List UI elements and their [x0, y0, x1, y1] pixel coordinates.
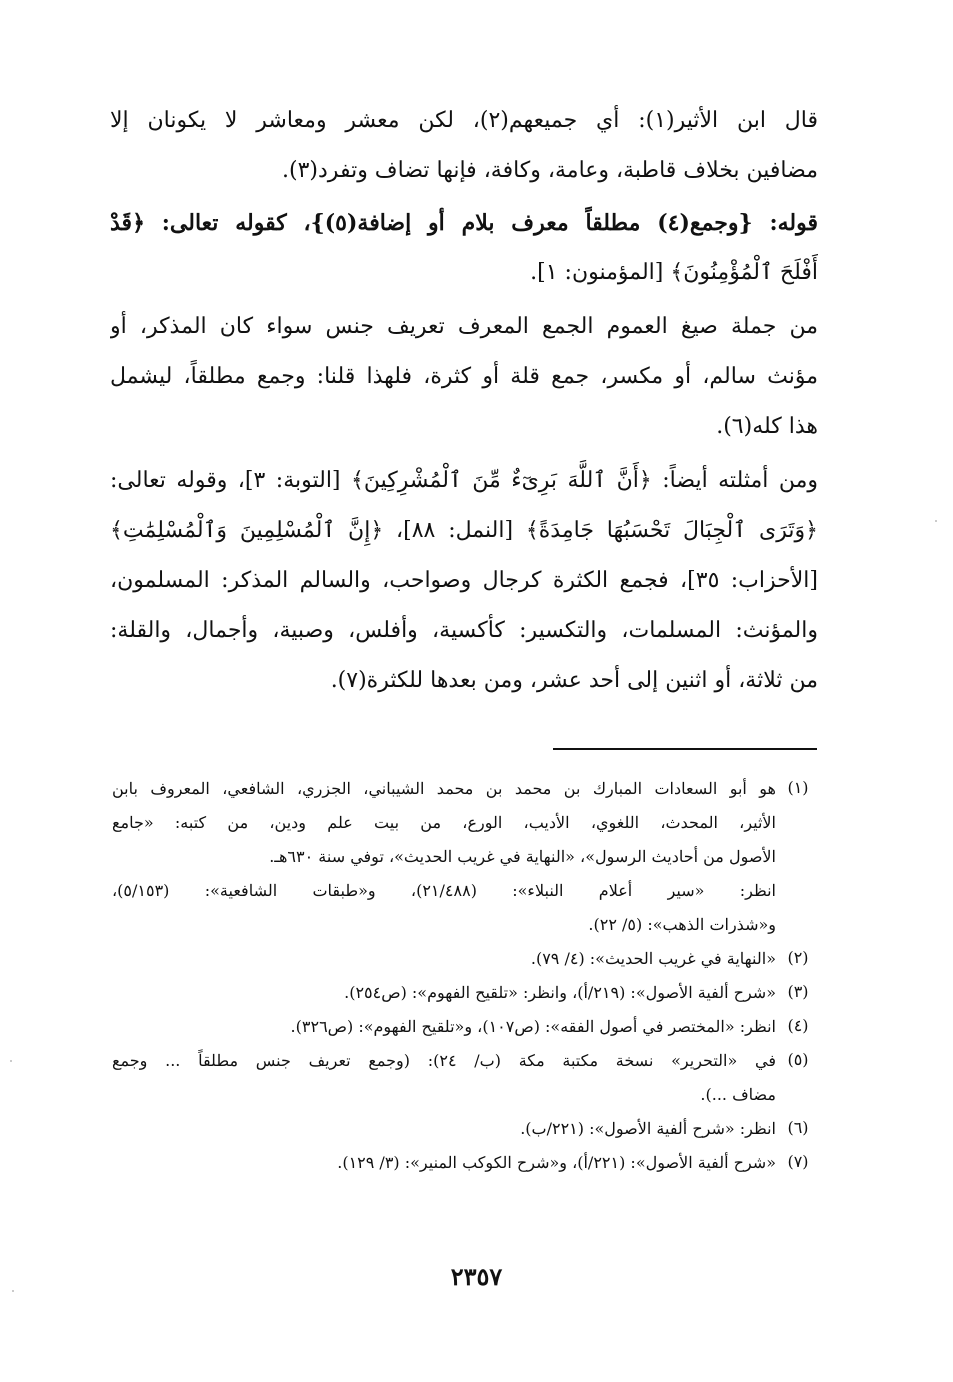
footnote-separator: [553, 748, 817, 750]
footnote-4: [112, 1010, 820, 1044]
footnote-5: [112, 1044, 820, 1112]
footnote-line: «النهاية في غريب الحديث»: (٤/ ٧٩).: [530, 949, 776, 968]
footnote-number: (١): [787, 778, 809, 797]
footnote-7: [112, 1146, 820, 1180]
footnote-number: (٥): [787, 1050, 809, 1069]
main-line: من ثلاثة، أو اثنين إلى أحد عشر، ومن بعدها للكثرة(٧).: [330, 668, 818, 693]
main-line: هذا كله(٦).: [716, 414, 818, 439]
footnote-line: انظر: «سير أعلام النبلاء»: (٢١/٤٨٨)، و«طبقات الشافعية»: (٥/١٥٣)،: [112, 881, 776, 900]
main-line: [الأحزاب: ٣٥]، فجمع الكثرة كرجال وصواحب، والسالم المذكر: المسلمون،: [110, 568, 818, 593]
footnote-line: الأثير، المحدث، اللغوي، الأديب، الورع، من بيت علم ودين، من كتبه: «جامع: [112, 813, 776, 832]
footnote-number: (٢): [787, 948, 809, 967]
footnote-line: انظر: «شرح ألفية الأصول»: (٢٢١/ب).: [520, 1119, 776, 1138]
footnote-line: في «التحرير» نسخة مكتبة مكة (ب/ ٢٤): (وجمع تعريف جنس مطلقاً ... وجمع: [112, 1051, 776, 1070]
footnote-line: «شرح ألفية الأصول»: (٢٢١/أ)، و«شرح الكوكب المنير»: (٣/ ١٢٩).: [337, 1153, 776, 1172]
main-line: ومن أمثلته أيضاً: ﴿أَنَّ ٱللَّهَ بَرِىٓءٌ مِّنَ ٱلْمُشْرِكِينَ﴾ [التوبة: ٣]، وقوله تعالى:: [110, 468, 818, 493]
scan-speck: [935, 520, 937, 522]
footnote-line: و«شذرات الذهب»: (٥/ ٢٢).: [588, 915, 776, 934]
footnote-number: (٤): [787, 1016, 809, 1035]
scan-speck: [10, 1060, 12, 1062]
main-line: قوله: {وجمع(٤) مطلقاً معرف بلام أو إضافة(٥)}، كقوله تعالى: ﴿قَدْ: [110, 210, 818, 236]
footnotes: [112, 772, 820, 1180]
footnote-line: انظر: «المختصر في أصول الفقه»: (ص١٠٧)، و«تلقيح الفهوم»: (ص٣٢٦).: [290, 1017, 776, 1036]
footnote-2: [112, 942, 820, 976]
page-number: ٢٣٥٧: [450, 1262, 503, 1291]
main-line: مضافين بخلاف قاطبة، وعامة، وكافة، فإنها تضاف وتفرد(٣).: [282, 158, 818, 183]
footnote-line: هو أبو السعادات المبارك بن محمد بن محمد الشيباني، الجزري، الشافعي، المعروف بابن: [112, 779, 776, 798]
main-line: والمؤنث: المسلمات، والتكسير: كأكسية، وأفلس، وصبية، وأجمال، والقلة:: [110, 618, 818, 643]
main-line: ﴿وَتَرَى ٱلْجِبَالَ تَحْسَبُهَا جَامِدَةً﴾ [النمل: ٨٨]، ﴿إِنَّ ٱلْمُسْلِمِينَ وَٱلْمُسْلِمَٰتِ﴾: [110, 518, 818, 543]
footnote-number: (٣): [787, 982, 809, 1001]
footnote-3: [112, 976, 820, 1010]
footnote-number: (٧): [787, 1152, 809, 1171]
main-line: مؤنث سالم، أو مكسر، جمع قلة أو كثرة، فلهذا قلنا: وجمع مطلقاً، ليشمل: [110, 364, 818, 389]
main-text: [110, 96, 818, 706]
footnote-line: مضاف ...).: [700, 1085, 776, 1104]
footnote-line: الأصول من أحاديث الرسول»، «النهاية في غريب الحديث»، توفي سنة ٦٣٠هـ.: [269, 847, 776, 866]
footnote-1: [112, 772, 820, 942]
footnote-number: (٦): [787, 1118, 809, 1137]
main-line: من جملة صيغ العموم الجمع المعرف تعريف جنس سواء كان المذكر، أو: [110, 314, 818, 339]
main-line: أَفْلَحَ ٱلْمُؤْمِنُونَ﴾ [المؤمنون: ١].: [530, 260, 818, 285]
footnote-6: [112, 1112, 820, 1146]
footnote-line: «شرح ألفية الأصول»: (٢١٩/أ)، وانظر: «تلقيح الفهوم»: (ص٢٥٤).: [344, 983, 776, 1002]
main-line: قال ابن الأثير(١): أي جميعهم(٢)، لكن معشر ومعاشر لا يكونان إلا: [110, 108, 818, 133]
scan-speck: [12, 1290, 14, 1292]
